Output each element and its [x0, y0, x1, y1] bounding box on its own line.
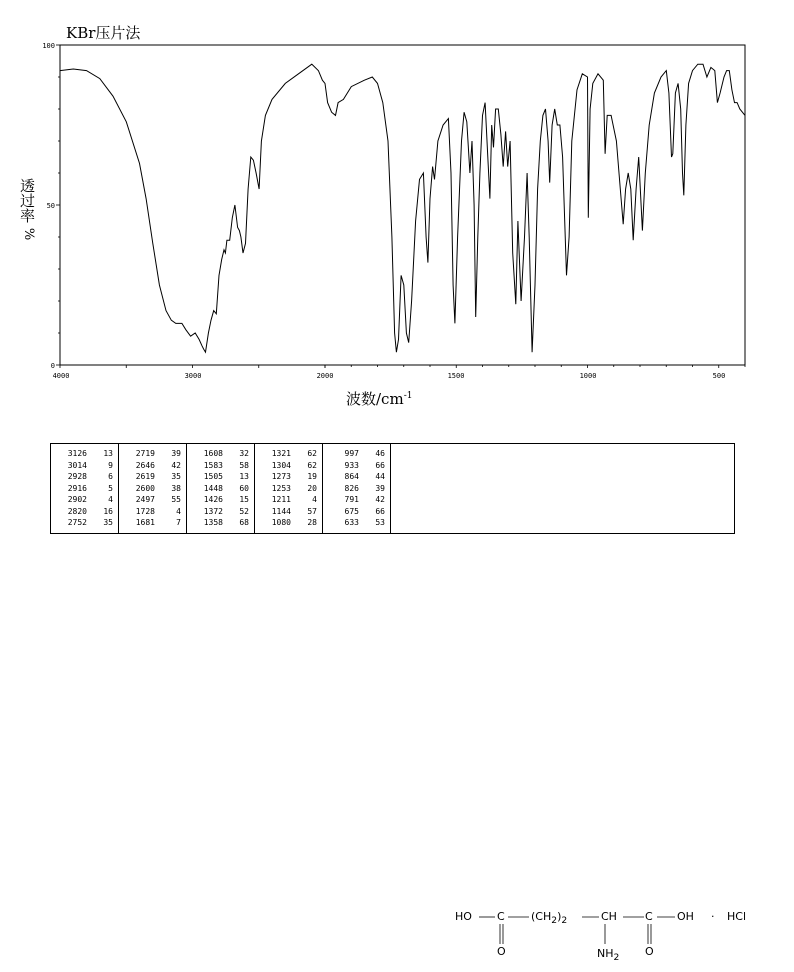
- hcl: HCl: [727, 910, 747, 923]
- peak-wavenumber: 2902: [67, 495, 87, 504]
- peak-row: [51, 517, 118, 529]
- spectrum-line: [60, 64, 745, 352]
- peak-row: [323, 483, 390, 495]
- peak-row: [255, 471, 322, 483]
- peak-wavenumber: 864: [344, 472, 359, 481]
- peak-transmittance: 60: [239, 483, 249, 493]
- peak-wavenumber: 633: [344, 518, 359, 527]
- peak-row: [187, 506, 254, 518]
- peak-row: [323, 506, 390, 518]
- peak-transmittance: 5: [108, 483, 113, 493]
- peak-row: [119, 494, 186, 506]
- peak-row: [323, 517, 390, 529]
- plot-frame: [60, 45, 745, 365]
- y-tick-label-100: 100: [42, 42, 55, 50]
- structural-formula: [451, 902, 781, 972]
- nh-sub: 2: [613, 952, 620, 964]
- peak-wavenumber: 2719: [135, 449, 155, 458]
- salt-dot: ·: [711, 910, 715, 923]
- peak-wavenumber: 3126: [67, 449, 87, 458]
- peak-row: [255, 506, 322, 518]
- atom-o1: O: [497, 945, 506, 958]
- atom-o2: O: [645, 945, 654, 958]
- peak-row: [51, 448, 118, 460]
- peak-row: [119, 471, 186, 483]
- atom-c2: C: [645, 910, 653, 923]
- peak-wavenumber: 1304: [271, 460, 291, 470]
- peak-wavenumber: 1728: [135, 506, 155, 516]
- peak-transmittance: 46: [375, 449, 385, 458]
- atom-ch: CH: [601, 910, 617, 923]
- peak-row: [323, 448, 390, 460]
- peak-transmittance: 20: [307, 483, 317, 493]
- x-tick-label-3000: 3000: [184, 372, 202, 380]
- peak-transmittance: 15: [239, 495, 249, 504]
- peak-column: [323, 444, 391, 533]
- peak-row: [255, 494, 322, 506]
- peak-transmittance: 9: [108, 460, 113, 470]
- peak-wavenumber: 2619: [135, 472, 155, 481]
- peak-transmittance: 7: [176, 518, 181, 527]
- x-tick-label-2000: 2000: [316, 372, 334, 380]
- peak-row: [119, 517, 186, 529]
- ch2-open: (CH: [531, 910, 552, 923]
- peak-transmittance: 13: [239, 472, 249, 481]
- peak-transmittance: 6: [108, 472, 113, 481]
- atom-c1: C: [497, 910, 505, 923]
- peak-wavenumber: 1144: [271, 506, 291, 516]
- peak-transmittance: 57: [307, 506, 317, 516]
- peak-transmittance: 52: [239, 506, 249, 516]
- peak-row: [255, 460, 322, 472]
- peak-table: [50, 443, 747, 964]
- peak-wavenumber: 997: [344, 449, 359, 458]
- peak-wavenumber: 2646: [135, 460, 155, 470]
- peak-wavenumber: 675: [344, 506, 359, 516]
- peak-transmittance: 68: [239, 518, 249, 527]
- peak-row: [323, 494, 390, 506]
- x-tick-label-4000: 4000: [52, 372, 70, 380]
- peak-transmittance: 39: [171, 449, 181, 458]
- peak-wavenumber: 1681: [135, 518, 155, 527]
- peak-row: [323, 460, 390, 472]
- peak-wavenumber: 2916: [67, 483, 87, 493]
- ch2-repeat: 2: [561, 915, 568, 927]
- peak-wavenumber: 1426: [203, 495, 223, 504]
- peak-transmittance: 62: [307, 460, 317, 470]
- peak-wavenumber: 1253: [271, 483, 291, 493]
- peak-transmittance: 53: [375, 518, 385, 527]
- ir-spectrum-chart: [0, 0, 794, 420]
- x-axis-label-text: 波数/cm: [346, 390, 404, 408]
- peak-row: [255, 517, 322, 529]
- peak-row: [187, 494, 254, 506]
- peak-column: [51, 444, 119, 533]
- peak-row: [255, 448, 322, 460]
- peak-row: [51, 494, 118, 506]
- nh-text: NH: [597, 947, 614, 960]
- y-tick-label-50: 50: [46, 202, 55, 210]
- peak-row: [187, 483, 254, 495]
- peak-transmittance: 55: [171, 495, 181, 504]
- peak-wavenumber: 826: [344, 483, 359, 493]
- peak-transmittance: 44: [375, 472, 385, 481]
- peak-wavenumber: 2497: [135, 495, 155, 504]
- peak-transmittance: 32: [239, 449, 249, 458]
- peak-row: [119, 483, 186, 495]
- y-axis-label-text: 透过率: [18, 178, 36, 223]
- peak-wavenumber: 1358: [203, 518, 223, 527]
- peak-wavenumber: 791: [344, 495, 359, 504]
- peak-wavenumber: 1608: [203, 449, 223, 458]
- x-tick-label-500: 500: [712, 372, 726, 380]
- atom-nh2: [597, 947, 619, 963]
- peak-transmittance: 28: [307, 518, 317, 527]
- peak-row: [119, 506, 186, 518]
- peak-row: [51, 506, 118, 518]
- peak-row: [255, 483, 322, 495]
- y-tick-label-0: 0: [50, 362, 55, 370]
- peak-row: [187, 471, 254, 483]
- peak-wavenumber: 1273: [271, 472, 291, 481]
- peak-wavenumber: 2928: [67, 472, 87, 481]
- peak-transmittance: 35: [103, 518, 113, 527]
- x-tick-label-1000: 1000: [579, 372, 597, 380]
- peak-row: [51, 483, 118, 495]
- peak-transmittance: 38: [171, 483, 181, 493]
- peak-row: [187, 517, 254, 529]
- peak-wavenumber: 3014: [67, 460, 87, 470]
- atom-oh: OH: [677, 910, 694, 923]
- peak-row: [51, 471, 118, 483]
- peak-wavenumber: 1211: [271, 495, 291, 504]
- peak-transmittance: 4: [312, 495, 317, 504]
- peak-transmittance: 19: [307, 472, 317, 481]
- peak-row: [323, 471, 390, 483]
- peak-column: [255, 444, 323, 533]
- x-axis-label-sup: -1: [403, 391, 413, 401]
- peak-transmittance: 66: [375, 506, 385, 516]
- atom-ho: HO: [455, 910, 472, 923]
- peak-transmittance: 16: [103, 506, 113, 516]
- peak-wavenumber: 1372: [203, 506, 223, 516]
- ch2-close: ): [557, 910, 562, 923]
- y-axis-label-unit: %: [20, 227, 36, 241]
- peak-transmittance: 4: [176, 506, 181, 516]
- peak-wavenumber: 1321: [271, 449, 291, 458]
- peak-transmittance: 58: [239, 460, 249, 470]
- group-ch2: [531, 910, 567, 926]
- ch2-sub: 2: [551, 915, 558, 927]
- peak-transmittance: 4: [108, 495, 113, 504]
- peak-wavenumber: 1448: [203, 483, 223, 493]
- chart-title: KBr压片法: [66, 24, 141, 42]
- peak-wavenumber: 1080: [271, 518, 291, 527]
- peak-transmittance: 35: [171, 472, 181, 481]
- peak-row: [119, 460, 186, 472]
- peak-row: [119, 448, 186, 460]
- peak-row: [187, 460, 254, 472]
- peak-transmittance: 13: [103, 449, 113, 458]
- peak-wavenumber: 933: [344, 460, 359, 470]
- peak-wavenumber: 1505: [203, 472, 223, 481]
- peak-wavenumber: 2752: [67, 518, 87, 527]
- peak-transmittance: 42: [375, 495, 385, 504]
- peak-transmittance: 42: [171, 460, 181, 470]
- peak-column: [187, 444, 255, 533]
- peak-transmittance: 66: [375, 460, 385, 470]
- peak-transmittance: 39: [375, 483, 385, 493]
- peak-transmittance: 62: [307, 449, 317, 458]
- peak-row: [187, 448, 254, 460]
- peak-wavenumber: 1583: [203, 460, 223, 470]
- x-tick-label-1500: 1500: [447, 372, 465, 380]
- peak-wavenumber: 2600: [135, 483, 155, 493]
- peak-row: [51, 460, 118, 472]
- peak-column: [119, 444, 187, 533]
- peak-wavenumber: 2820: [67, 506, 87, 516]
